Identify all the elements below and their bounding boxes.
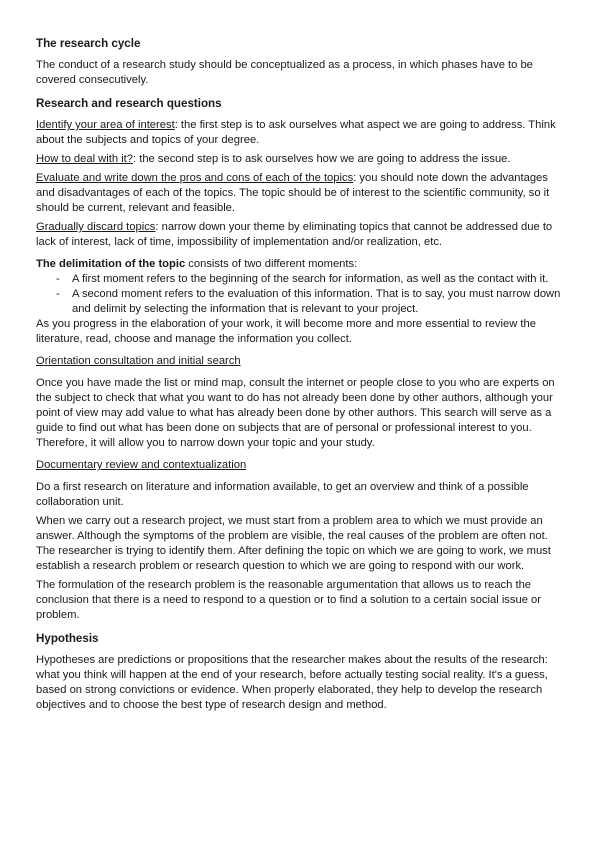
step-term: Identify your area of interest — [36, 119, 175, 131]
list-item — [36, 272, 566, 287]
step-evaluate-pros-cons — [36, 171, 566, 216]
hypothesis-heading: Hypothesis — [36, 632, 99, 645]
review-paragraph: The formulation of the research problem is the reasonable argumentation that allows us to reach the conclusion that there is a need to respond to a question or to find a solution to a certain social issue or problem. — [36, 579, 541, 621]
bullet-dash: - — [56, 273, 60, 285]
step-text: : the second step is to ask ourselves how we are going to address the issue. — [133, 153, 511, 165]
review-heading: Documentary review and contextualization — [36, 459, 247, 471]
orientation-text: Once you have made the list or mind map, consult the internet or people close to you who are experts on the subject to check that what you want to do has not already been done by other authors, although your point of view may add value to what has already been done by other authors. This search will serve as a guide to find out what has been done on subjects that are of personal or professional interest to you. Therefore, it will allow you to narrow down your topic and your study. — [36, 377, 555, 449]
step-how-to-deal — [36, 152, 566, 167]
delimitation-paragraph — [36, 257, 566, 272]
bullet-dash: - — [56, 288, 60, 300]
delimitation-lead: The delimitation of the topic — [36, 258, 186, 270]
research-cycle-heading: The research cycle — [36, 37, 141, 50]
research-questions-heading: Research and research questions — [36, 97, 222, 110]
step-term: Evaluate and write down the pros and cons of each of the topics — [36, 172, 354, 184]
delimitation-text: consists of two different moments: — [185, 258, 358, 270]
step-text: : you should note down the advantages and disadvantages of each of the topics. The topic should be of interest to the scientific community, so it should be current, relevant and feasible. — [36, 172, 550, 214]
step-identify-interest — [36, 118, 566, 148]
bullet-text: A first moment refers to the beginning of the search for information, as well as the contact with it. — [72, 273, 549, 285]
review-paragraph: When we carry out a research project, we must start from a problem area to which we must provide an answer. Although the symptoms of the problem are visible, the real causes of the problem are often not. The researcher is trying to identify them. After defining the topic on which we are going to work, we must establish a research problem or research question to which we are going to respond with our work. — [36, 515, 551, 572]
delimitation-list — [36, 272, 566, 317]
research-cycle-intro: The conduct of a research study should be conceptualized as a process, in which phases have to be covered consecutively. — [36, 59, 533, 86]
step-term: Gradually discard topics — [36, 221, 156, 233]
list-item — [36, 287, 566, 317]
hypothesis-text: Hypotheses are predictions or propositions that the researcher makes about the results of the research: what you think will happen at the end of your research, before actually testing social reality. It's a guess, based on strong convictions or evidence. When properly elaborated, they help to develop the research objectives and to choose the best type of research design and method. — [36, 654, 548, 711]
step-text: : narrow down your theme by eliminating topics that cannot be addressed due to lack of interest, lack of time, impossibility of implementation and/or realization, etc. — [36, 221, 553, 248]
bullet-text: A second moment refers to the evaluation of this information. That is to say, you must narrow down and delimit by selecting the information that is relevant to your project. — [72, 288, 561, 315]
step-text: : the first step is to ask ourselves what aspect we are going to address. Think about the subjects and topics of your degree. — [36, 119, 556, 146]
orientation-heading: Orientation consultation and initial search — [36, 355, 241, 367]
step-discard-topics — [36, 220, 566, 250]
review-paragraph: Do a first research on literature and information available, to get an overview and think of a possible collaboration unit. — [36, 481, 529, 508]
step-term: How to deal with it? — [36, 153, 134, 165]
delimitation-after: As you progress in the elaboration of your work, it will become more and more essential to review the literature, read, choose and manage the information you collect. — [36, 318, 536, 345]
